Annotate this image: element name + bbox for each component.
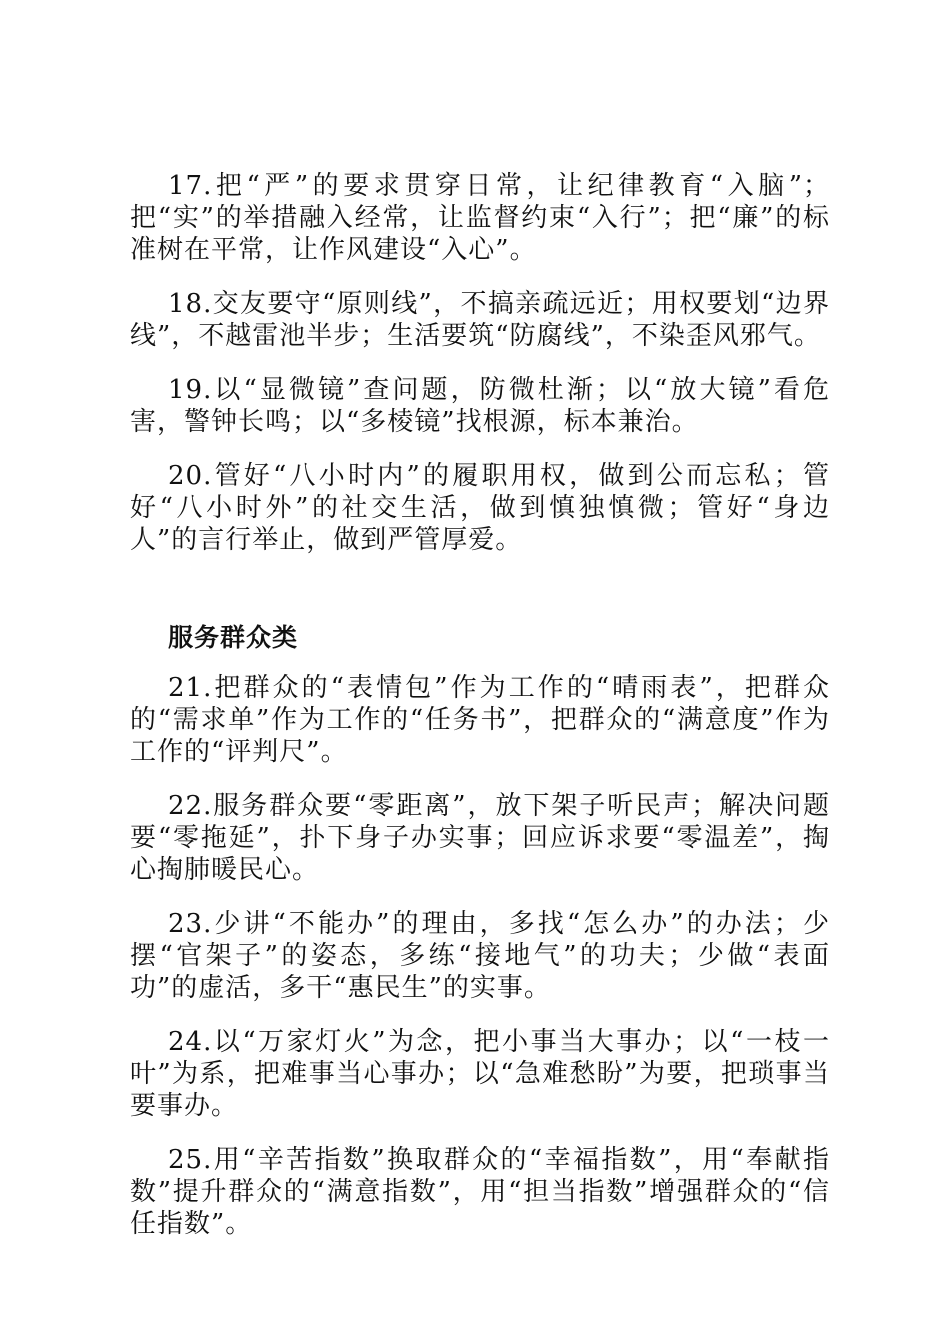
paragraph-18: 18.交友要守“原则线”，不搞亲疏远近；用权要划“边界线”，不越雷池半步；生活要筑“防腐线”，不染歪风邪气。 — [130, 289, 830, 351]
paragraph-23: 23.少讲“不能办”的理由，多找“怎么办”的办法；少摆“官架子”的姿态，多练“接地气”的功夫；少做“表面功”的虚活，多干“惠民生”的实事。 — [130, 909, 830, 1003]
section-serve-the-people — [130, 622, 830, 1240]
paragraph-20: 20.管好“八小时内”的履职用权，做到公而忘私；管好“八小时外”的社交生活，做到慎独慎微；管好“身边人”的言行举止，做到严管厚爱。 — [130, 461, 830, 555]
paragraph-21: 21.把群众的“表情包”作为工作的“晴雨表”，把群众的“需求单”作为工作的“任务书”，把群众的“满意度”作为工作的“评判尺”。 — [130, 673, 830, 767]
section-discipline — [130, 170, 830, 556]
section-heading: 服务群众类 — [168, 623, 299, 652]
paragraph-25: 25.用“辛苦指数”换取群众的“幸福指数”，用“奉献指数”提升群众的“满意指数”，用“担当指数”增强群众的“信任指数”。 — [130, 1145, 830, 1239]
paragraph-24: 24.以“万家灯火”为念，把小事当大事办；以“一枝一叶”为系，把难事当心事办；以“急难愁盼”为要，把琐事当要事办。 — [130, 1027, 830, 1121]
paragraph-19: 19.以“显微镜”查问题，防微杜渐；以“放大镜”看危害，警钟长鸣；以“多棱镜”找根源，标本兼治。 — [130, 375, 830, 437]
document-page — [130, 170, 830, 1262]
paragraph-22: 22.服务群众要“零距离”，放下架子听民声；解决问题要“零拖延”，扑下身子办实事；回应诉求要“零温差”，掏心掏肺暖民心。 — [130, 791, 830, 885]
paragraph-17: 17.把“严”的要求贯穿日常，让纪律教育“入脑”；把“实”的举措融入经常，让监督约束“入行”；把“廉”的标准树在平常，让作风建设“入心”。 — [130, 171, 830, 265]
